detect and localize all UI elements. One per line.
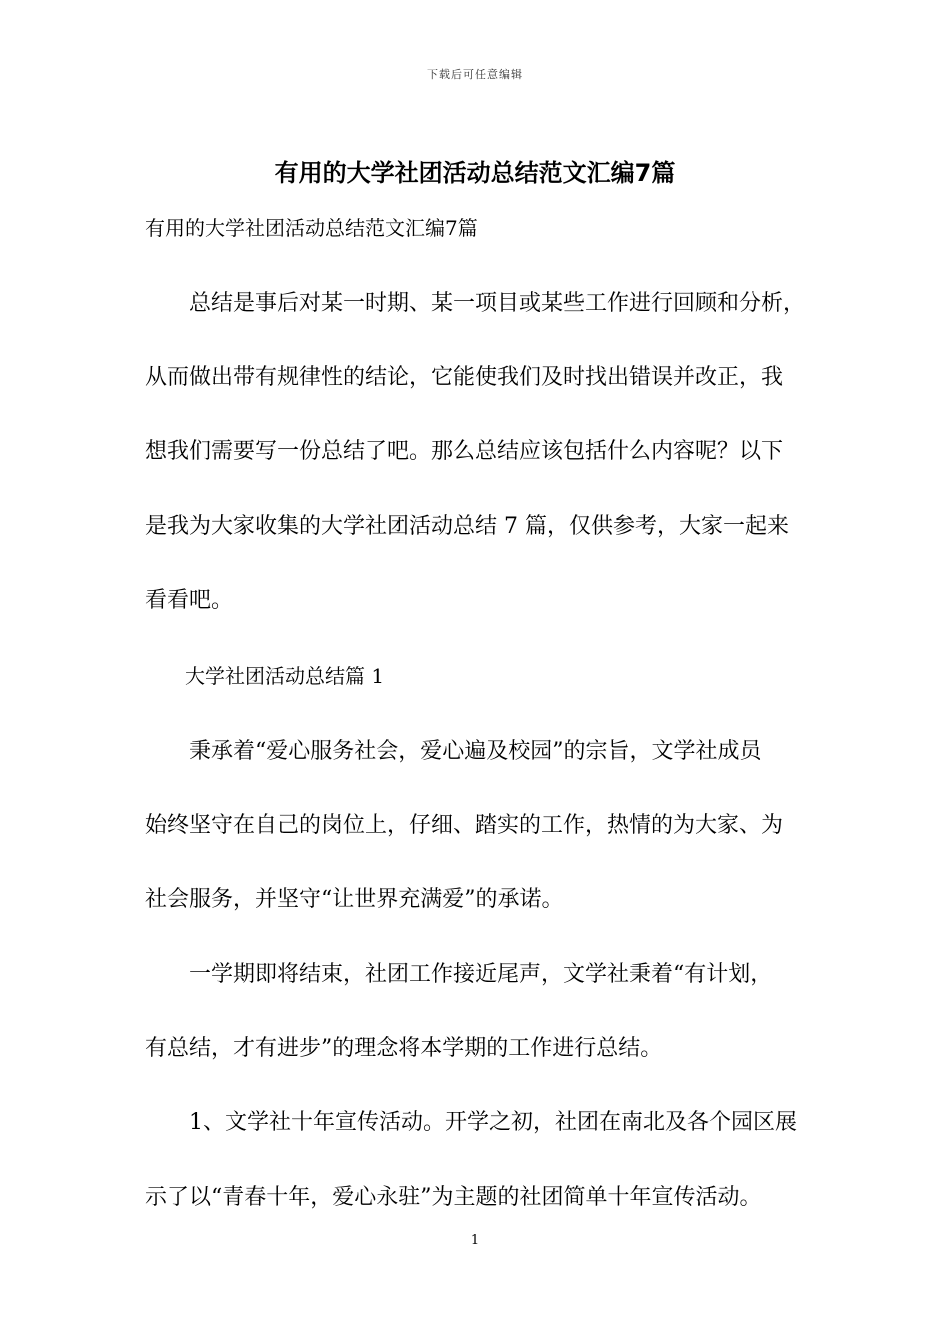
paragraph-line: 始终坚守在自己的岗位上，仔细、踏实的工作，热情的为大家、为 bbox=[145, 813, 784, 838]
paragraph-line: 示了以“青春十年，爱心永驻”为主题的社团简单十年宣传活动。 bbox=[145, 1185, 762, 1210]
paragraph-line: 看看吧。 bbox=[145, 588, 234, 613]
section-heading: 大学社团活动总结篇 1 bbox=[145, 664, 385, 688]
paragraph-line: 秉承着“爱心服务社会，爱心遍及校园”的宗旨，文学社成员 bbox=[145, 739, 762, 764]
paragraph-line: 从而做出带有规律性的结论，它能使我们及时找出错误并改正，我 bbox=[145, 365, 784, 390]
paragraph-line: 一学期即将结束，社团工作接近尾声，文学社秉着“有计划， bbox=[145, 962, 773, 987]
paragraph-line: 是我为大家收集的大学社团活动总结 7 篇，仅供参考，大家一起来 bbox=[145, 514, 789, 539]
paragraph-line: 有总结，才有进步”的理念将本学期的工作进行总结。 bbox=[145, 1036, 663, 1061]
header-note: 下载后可任意编辑 bbox=[427, 68, 523, 81]
paragraph-line: 总结是事后对某一时期、某一项目或某些工作进行回顾和分析， bbox=[145, 291, 806, 316]
paragraph-line: 1、文学社十年宣传活动。开学之初，社团在南北及各个园区展 bbox=[145, 1110, 797, 1135]
paragraph-line: 想我们需要写一份总结了吧。那么总结应该包括什么内容呢？以下 bbox=[145, 439, 784, 464]
document-subtitle: 有用的大学社团活动总结范文汇编7篇 bbox=[145, 216, 478, 240]
document-title: 有用的大学社团活动总结范文汇编7篇 bbox=[274, 159, 676, 187]
paragraph-line: 社会服务，并坚守“让世界充满爱”的承诺。 bbox=[145, 887, 564, 912]
page-number: 1 bbox=[470, 1233, 480, 1248]
